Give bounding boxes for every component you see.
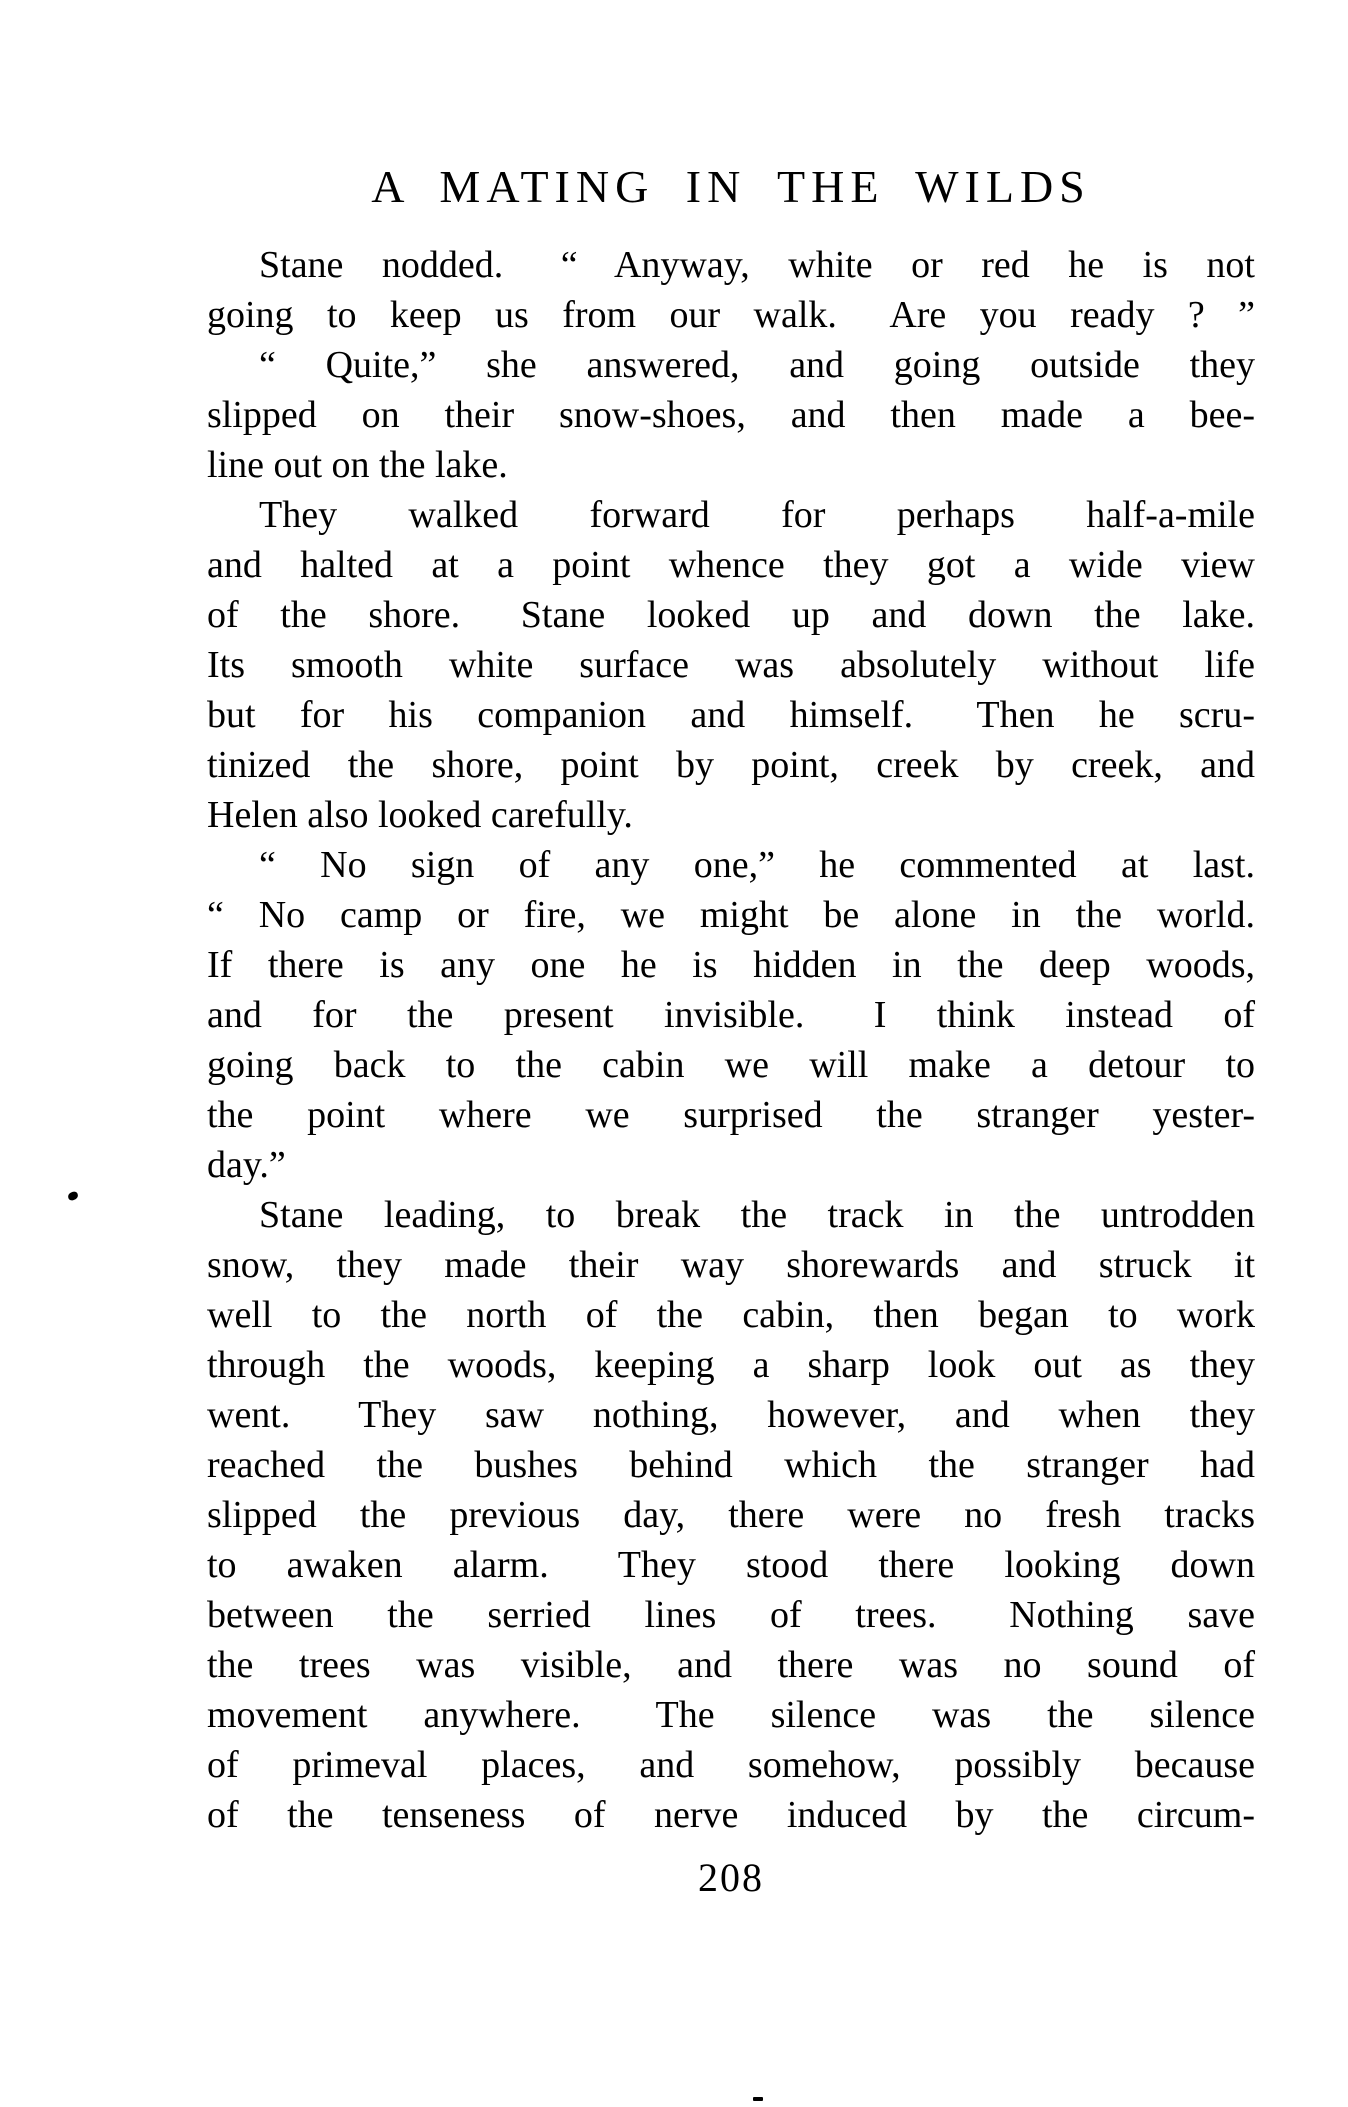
text-line: through the woods, keeping a sharp look out as they (207, 1344, 1255, 1386)
text-line: and halted at a point whence they got a wide view (207, 544, 1255, 586)
text-line: of the shore. Stane looked up and down the lake. (207, 594, 1255, 636)
text-line: going back to the cabin we will make a detour to (207, 1044, 1255, 1086)
text-line: the point where we surprised the stranger yester- (207, 1094, 1255, 1136)
text-line: well to the north of the cabin, then began to work (207, 1294, 1255, 1336)
text-line: slipped on their snow-shoes, and then made a bee- (207, 394, 1255, 436)
ink-speck (67, 1191, 79, 1202)
ink-speck (753, 2097, 763, 2101)
text-line: movement anywhere. The silence was the silence (207, 1694, 1255, 1736)
text-line: slipped the previous day, there were no fresh tracks (207, 1494, 1255, 1536)
text-line: the trees was visible, and there was no sound of (207, 1644, 1255, 1686)
text-line: going to keep us from our walk. Are you ready ? ” (207, 294, 1255, 336)
text-line: They walked forward for perhaps half-a-mile (259, 494, 1255, 536)
text-line: went. They saw nothing, however, and when they (207, 1394, 1255, 1436)
text-line: “ No camp or fire, we might be alone in the world. (207, 894, 1255, 936)
text-line: Stane leading, to break the track in the untrodden (259, 1194, 1255, 1236)
text-line: tinized the shore, point by point, creek by creek, and (207, 744, 1255, 786)
text-line: “ No sign of any one,” he commented at last. (259, 844, 1255, 886)
text-line: Its smooth white surface was absolutely without life (207, 644, 1255, 686)
text-line: “ Quite,” she answered, and going outside they (259, 344, 1255, 386)
text-line: If there is any one he is hidden in the deep woods, (207, 944, 1255, 986)
text-line: but for his companion and himself. Then he scru- (207, 694, 1255, 736)
text-line: snow, they made their way shorewards and struck it (207, 1244, 1255, 1286)
text-line: reached the bushes behind which the stranger had (207, 1444, 1255, 1486)
text-line: of the tenseness of nerve induced by the circum- (207, 1794, 1255, 1836)
page-number: 208 (698, 1855, 764, 1900)
text-line: line out on the lake. (207, 444, 508, 486)
page-title: A MATING IN THE WILDS (371, 161, 1091, 212)
text-line: day.” (207, 1144, 286, 1186)
text-line: and for the present invisible. I think instead of (207, 994, 1255, 1036)
body-text (207, 240, 1255, 1840)
text-line: Helen also looked carefully. (207, 794, 633, 836)
text-line: of primeval places, and somehow, possibly because (207, 1744, 1255, 1786)
text-line: Stane nodded. “ Anyway, white or red he is not (259, 244, 1255, 286)
text-line: to awaken alarm. They stood there looking down (207, 1544, 1255, 1586)
text-line: between the serried lines of trees. Nothing save (207, 1594, 1255, 1636)
